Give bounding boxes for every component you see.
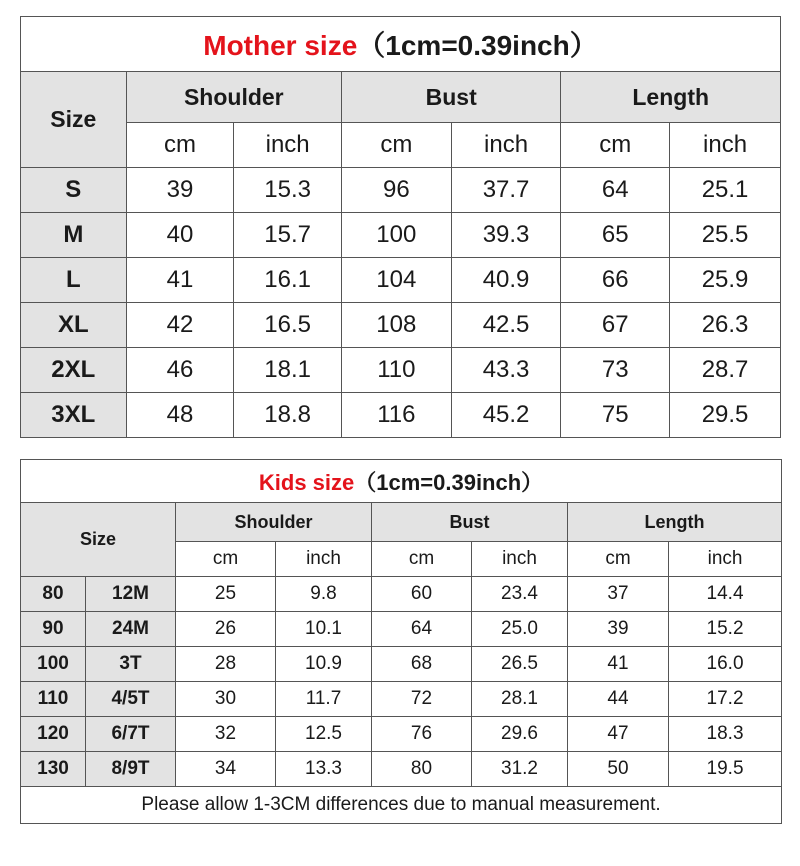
table-cell: 46 [126,348,234,393]
unit-cell: cm [561,123,670,168]
age-label: 6/7T [86,717,176,752]
table-cell: 16.0 [669,647,782,682]
table-cell: 72 [372,682,472,717]
kids-length-header: Length [568,503,782,542]
unit-cell: cm [341,123,451,168]
age-label: 3T [86,647,176,682]
table-cell: 39.3 [451,213,561,258]
table-cell: 67 [561,303,670,348]
mother-length-header: Length [561,72,781,123]
table-cell: 15.7 [234,213,342,258]
table-cell: 28.7 [670,348,781,393]
unit-cell: cm [176,542,276,577]
table-row [21,752,782,787]
table-row [21,612,782,647]
table-cell: 14.4 [669,577,782,612]
table-cell: 76 [372,717,472,752]
table-cell: 30 [176,682,276,717]
unit-cell: cm [372,542,472,577]
size-label: 110 [21,682,86,717]
table-cell: 104 [341,258,451,303]
table-row [21,577,782,612]
unit-cell: inch [276,542,372,577]
table-cell: 28.1 [472,682,568,717]
kids-shoulder-header: Shoulder [176,503,372,542]
kids-bust-header: Bust [372,503,568,542]
table-cell: 47 [568,717,669,752]
table-cell: 28 [176,647,276,682]
table-row [21,682,782,717]
table-cell: 96 [341,168,451,213]
mother-unit-row [21,123,781,168]
table-row [21,393,781,438]
kids-size-header: Size [21,503,176,577]
mother-table-title [21,17,781,72]
table-cell: 25 [176,577,276,612]
table-cell: 19.5 [669,752,782,787]
size-label: 2XL [21,348,127,393]
table-cell: 64 [561,168,670,213]
table-cell: 116 [341,393,451,438]
mother-size-header: Size [21,72,127,168]
size-label: XL [21,303,127,348]
table-cell: 12.5 [276,717,372,752]
table-cell: 25.0 [472,612,568,647]
table-cell: 37 [568,577,669,612]
table-cell: 60 [372,577,472,612]
size-label: M [21,213,127,258]
table-cell: 25.9 [670,258,781,303]
table-cell: 34 [176,752,276,787]
table-cell: 42.5 [451,303,561,348]
table-cell: 26.3 [670,303,781,348]
size-label: 120 [21,717,86,752]
table-cell: 29.6 [472,717,568,752]
size-label: 90 [21,612,86,647]
size-label: 3XL [21,393,127,438]
table-cell: 45.2 [451,393,561,438]
table-row [21,213,781,258]
kids-title-main: Kids size [258,469,355,495]
table-cell: 18.8 [234,393,342,438]
table-row [21,348,781,393]
table-cell: 23.4 [472,577,568,612]
mother-title-main: Mother size [203,30,358,61]
table-cell: 66 [561,258,670,303]
table-cell: 31.2 [472,752,568,787]
age-label: 4/5T [86,682,176,717]
table-row [21,258,781,303]
size-label: L [21,258,127,303]
age-label: 24M [86,612,176,647]
unit-cell: inch [670,123,781,168]
measurement-note: Please allow 1-3CM differences due to manual measurement. [21,787,782,824]
table-cell: 16.5 [234,303,342,348]
unit-cell: inch [669,542,782,577]
size-label: 80 [21,577,86,612]
table-cell: 26.5 [472,647,568,682]
table-cell: 18.3 [669,717,782,752]
kids-title-unit: （1cm=0.39inch） [354,469,544,495]
table-cell: 44 [568,682,669,717]
table-cell: 25.5 [670,213,781,258]
age-label: 12M [86,577,176,612]
table-cell: 26 [176,612,276,647]
size-label: S [21,168,127,213]
table-cell: 16.1 [234,258,342,303]
kids-table-title [21,460,782,503]
table-cell: 43.3 [451,348,561,393]
table-cell: 50 [568,752,669,787]
table-cell: 41 [126,258,234,303]
table-cell: 42 [126,303,234,348]
size-label: 100 [21,647,86,682]
mother-bust-header: Bust [341,72,560,123]
table-cell: 80 [372,752,472,787]
mother-title-unit: （1cm=0.39inch） [357,30,598,61]
table-cell: 110 [341,348,451,393]
table-cell: 15.3 [234,168,342,213]
table-cell: 73 [561,348,670,393]
mother-shoulder-header: Shoulder [126,72,341,123]
table-cell: 48 [126,393,234,438]
table-cell: 11.7 [276,682,372,717]
mother-size-table [20,16,781,438]
table-cell: 39 [126,168,234,213]
table-cell: 18.1 [234,348,342,393]
table-cell: 68 [372,647,472,682]
table-cell: 39 [568,612,669,647]
unit-cell: inch [451,123,561,168]
table-cell: 25.1 [670,168,781,213]
age-label: 8/9T [86,752,176,787]
table-cell: 65 [561,213,670,258]
table-cell: 17.2 [669,682,782,717]
table-cell: 13.3 [276,752,372,787]
table-row [21,717,782,752]
table-cell: 15.2 [669,612,782,647]
unit-cell: inch [472,542,568,577]
unit-cell: cm [126,123,234,168]
table-cell: 108 [341,303,451,348]
table-cell: 10.9 [276,647,372,682]
table-cell: 9.8 [276,577,372,612]
table-cell: 40.9 [451,258,561,303]
unit-cell: inch [234,123,342,168]
table-cell: 100 [341,213,451,258]
table-row [21,168,781,213]
table-cell: 10.1 [276,612,372,647]
table-cell: 37.7 [451,168,561,213]
size-label: 130 [21,752,86,787]
table-cell: 29.5 [670,393,781,438]
unit-cell: cm [568,542,669,577]
table-cell: 40 [126,213,234,258]
kids-size-table [20,459,782,824]
table-row [21,647,782,682]
table-cell: 75 [561,393,670,438]
table-cell: 64 [372,612,472,647]
table-row [21,303,781,348]
table-cell: 32 [176,717,276,752]
table-cell: 41 [568,647,669,682]
